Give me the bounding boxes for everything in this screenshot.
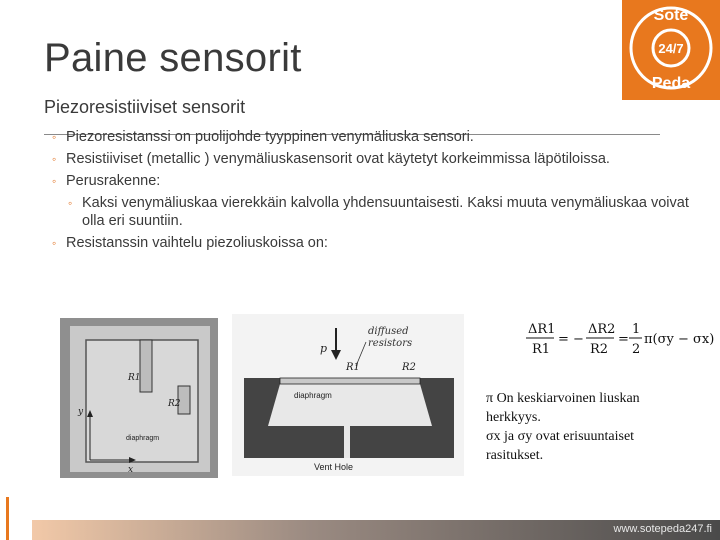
sensor-top-view-figure bbox=[60, 318, 218, 478]
resistance-formula bbox=[520, 318, 716, 360]
bullet-marker: ◦ bbox=[52, 236, 57, 250]
formula-explanation bbox=[486, 389, 686, 465]
formula-num-1: ΔR1 bbox=[528, 322, 556, 337]
bullet-item bbox=[52, 128, 692, 146]
bullet-marker: ◦ bbox=[52, 174, 57, 188]
label-resistors: resistors bbox=[368, 338, 413, 349]
formula-den-1: R1 bbox=[532, 342, 551, 357]
label-r2-cross: R2 bbox=[402, 362, 416, 373]
footer-accent-bar bbox=[6, 497, 9, 540]
logo-bottom-text: Peda bbox=[651, 75, 691, 92]
note-line: rasitukset. bbox=[486, 448, 544, 463]
svg-text:= −: = − bbox=[558, 332, 584, 347]
formula-half-den: 2 bbox=[632, 342, 641, 357]
bullet-marker: ◦ bbox=[52, 152, 57, 166]
label-diaphragm-cross: diaphragm bbox=[294, 391, 332, 400]
label-diffused: diffused bbox=[368, 326, 409, 337]
logo-top-text: Sote bbox=[653, 7, 689, 24]
bullet-item bbox=[52, 150, 692, 168]
label-pressure: p bbox=[320, 342, 328, 355]
label-diaphragm: diaphragm bbox=[126, 435, 160, 442]
note-line: σx ja σy ovat erisuuntaiset bbox=[486, 429, 635, 444]
slide-title: Paine sensorit bbox=[44, 36, 302, 80]
label-r2: R2 bbox=[168, 399, 181, 409]
bullet-marker: ◦ bbox=[68, 196, 73, 210]
bullet-text: Resistiiviset (metallic ) venymäliuskasensorit ovat käytetyt korkeimmissa läpötiloissa. bbox=[66, 151, 610, 167]
formula-num-2: ΔR2 bbox=[588, 322, 616, 337]
bullet-marker: ◦ bbox=[52, 130, 57, 144]
logo-center-text: 24/7 bbox=[658, 41, 684, 56]
bullet-item bbox=[52, 234, 692, 252]
sote-peda-logo bbox=[622, 0, 720, 100]
bullet-text: Piezoresistanssi on puolijohde tyyppinen venymäliuska sensori. bbox=[66, 129, 474, 145]
bullet-item bbox=[52, 172, 692, 190]
bullet-text: Kaksi venymäliuskaa vierekkäin kalvolla yhdensuuntaisesti. Kaksi muuta venymäliuskaa voivat olla eri suuntiin. bbox=[82, 195, 689, 229]
sensor-cross-section-figure bbox=[232, 314, 464, 476]
note-line: herkkyys. bbox=[486, 410, 541, 425]
label-x-axis: x bbox=[128, 465, 134, 475]
formula-rhs: π(σy − σx) bbox=[644, 332, 715, 347]
formula-half-num: 1 bbox=[632, 322, 641, 337]
slide-subtitle: Piezoresistiiviset sensorit bbox=[44, 97, 246, 117]
formula-den-2: R2 bbox=[590, 342, 609, 357]
svg-text:=: = bbox=[618, 332, 629, 347]
logo-graphic bbox=[622, 0, 720, 100]
bullet-text: Perusrakenne: bbox=[66, 173, 161, 189]
label-r1: R1 bbox=[128, 373, 141, 383]
label-y-axis: y bbox=[78, 407, 84, 417]
label-r1-cross: R1 bbox=[346, 362, 360, 373]
bullet-list bbox=[52, 128, 692, 256]
footer-bar bbox=[32, 520, 720, 540]
bullet-text: Resistanssin vaihtelu piezoliuskoissa on: bbox=[66, 235, 328, 251]
bullet-subitem bbox=[68, 194, 692, 230]
label-vent-hole: Vent Hole bbox=[314, 462, 354, 472]
footer-url[interactable]: www.sotepeda247.fi bbox=[613, 523, 712, 535]
note-line: π On keskiarvoinen liuskan bbox=[486, 391, 640, 406]
